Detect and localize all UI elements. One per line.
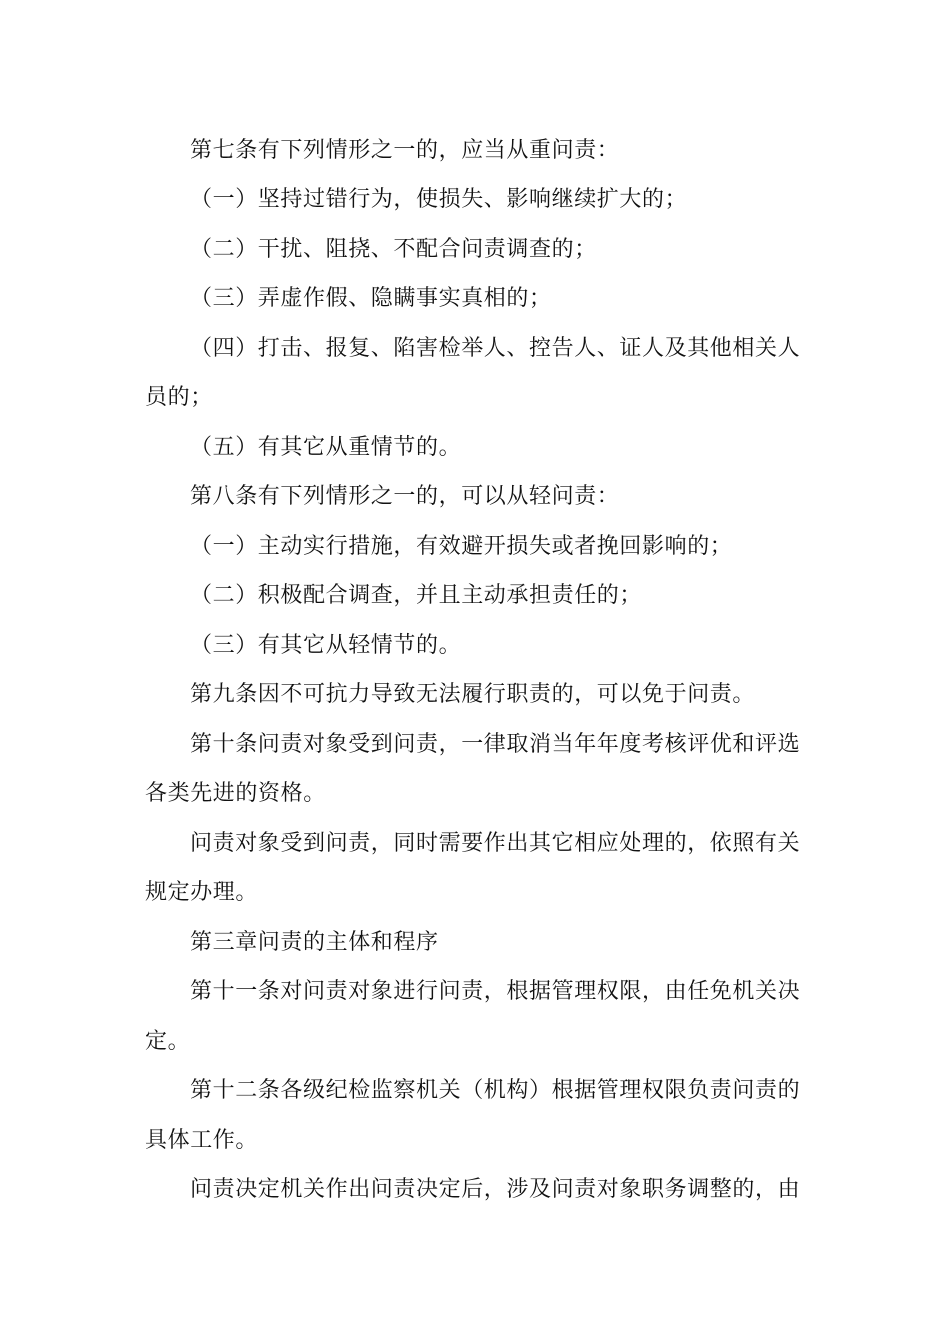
- article-8-item-2: （二）积极配合调查，并且主动承担责任的；: [190, 583, 643, 608]
- article-7-heading: 第七条有下列情形之一的，应当从重问责：: [190, 138, 620, 163]
- article-12-continued: 具体工作。: [145, 1128, 259, 1153]
- chapter-3-title: 第三章问责的主体和程序: [190, 930, 439, 955]
- article-12-paragraph-2: 问责决定机关作出问责决定后，涉及问责对象职务调整的，由: [190, 1177, 801, 1202]
- article-10-paragraph-2: 问责对象受到问责，同时需要作出其它相应处理的，依照有关: [190, 831, 801, 856]
- article-7-item-5: （五）有其它从重情节的。: [190, 435, 462, 460]
- article-7-item-1: （一）坚持过错行为，使损失、影响继续扩大的；: [190, 187, 688, 212]
- article-10-paragraph-2-continued: 规定办理。: [145, 880, 259, 905]
- article-7-item-4-continued: 员的；: [145, 385, 213, 410]
- article-12: 第十二条各级纪检监察机关（机构）根据管理权限负责问责的: [190, 1078, 801, 1103]
- article-7-item-2: （二）干扰、阻挠、不配合问责调查的；: [190, 237, 597, 262]
- article-10-continued: 各类先进的资格。: [145, 781, 326, 806]
- article-9: 第九条因不可抗力导致无法履行职责的，可以免于问责。: [190, 682, 756, 707]
- article-8-item-1: （一）主动实行措施，有效避开损失或者挽回影响的；: [190, 534, 733, 559]
- article-7-item-3: （三）弄虚作假、隐瞒事实真相的；: [190, 286, 552, 311]
- article-7-item-4: （四）打击、报复、陷害检举人、控告人、证人及其他相关人: [190, 336, 801, 361]
- article-11: 第十一条对问责对象进行问责，根据管理权限，由任免机关决: [190, 979, 801, 1004]
- article-11-continued: 定。: [145, 1029, 191, 1054]
- article-10: 第十条问责对象受到问责，一律取消当年年度考核评优和评选: [190, 732, 801, 757]
- article-8-item-3: （三）有其它从轻情节的。: [190, 633, 462, 658]
- article-8-heading: 第八条有下列情形之一的，可以从轻问责：: [190, 484, 620, 509]
